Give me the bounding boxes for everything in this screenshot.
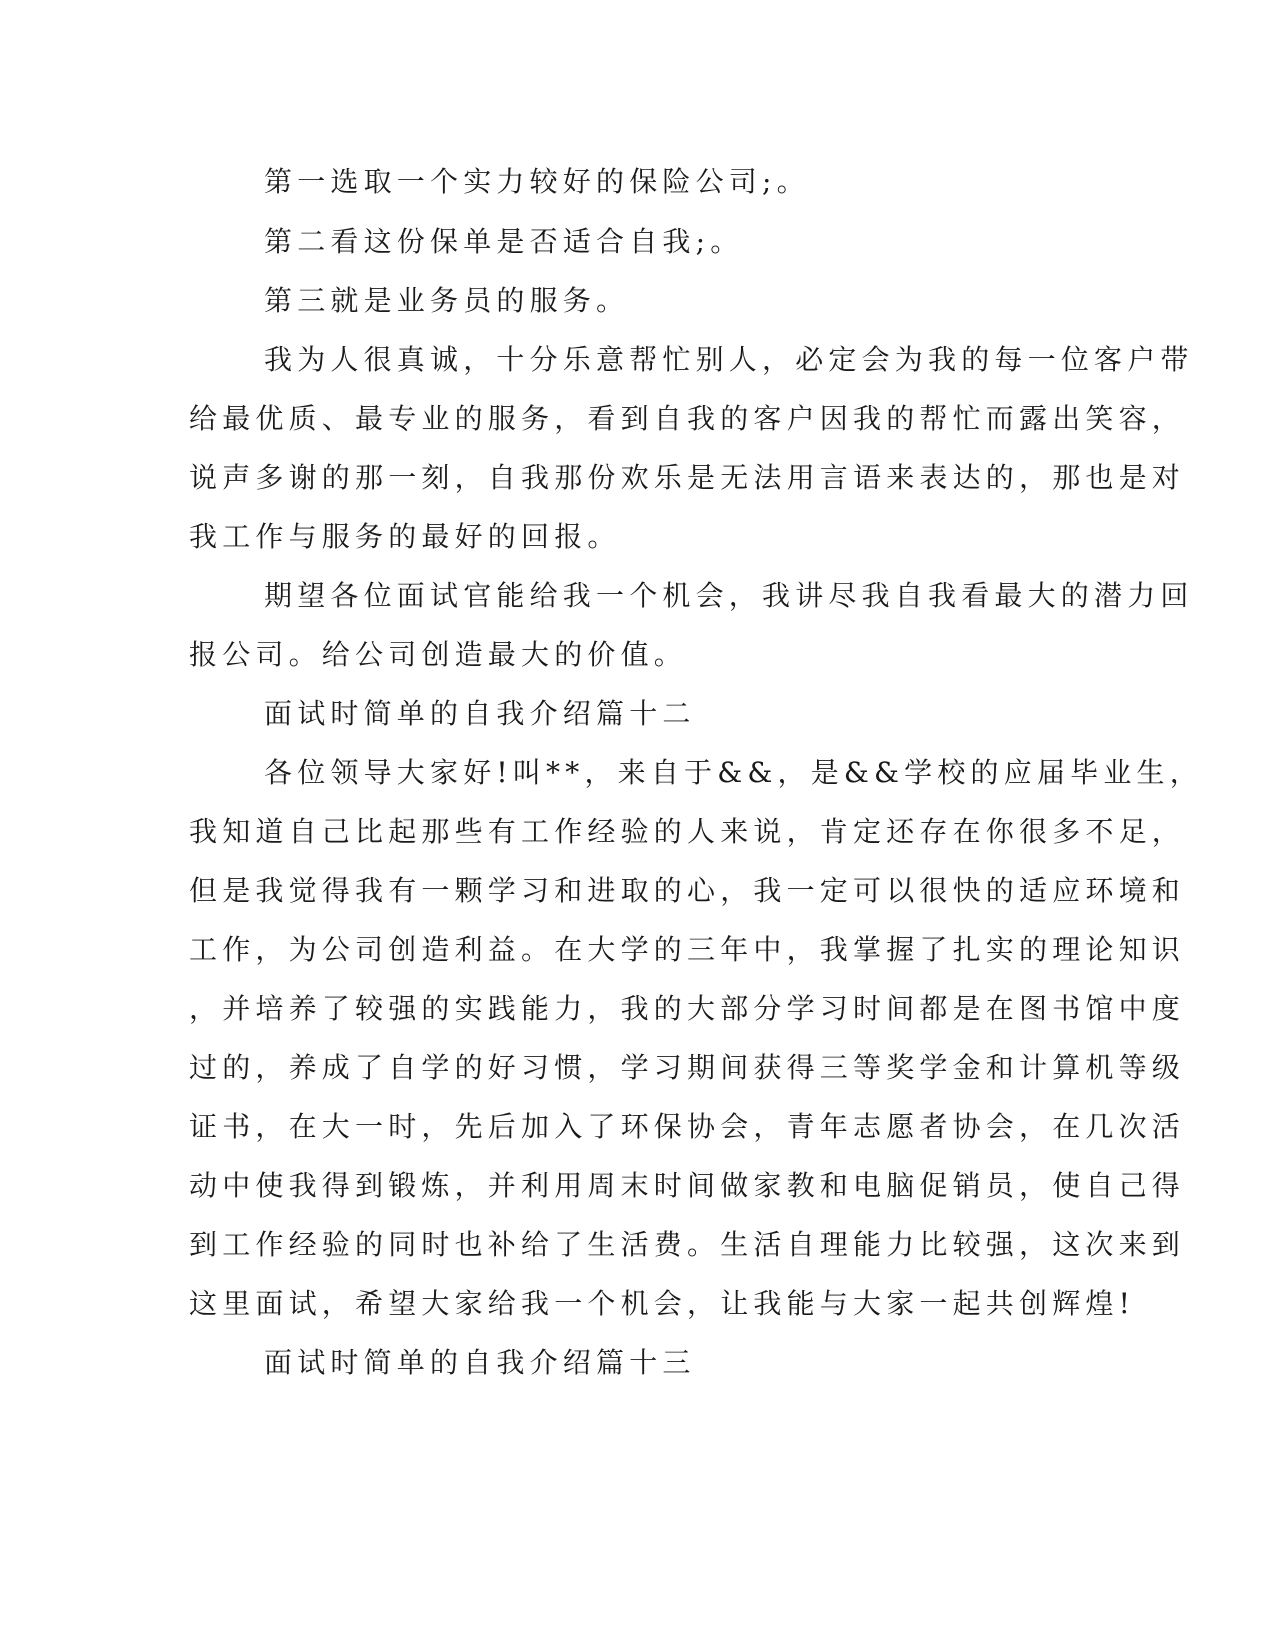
paragraph-line: 动中使我得到锻炼，并利用周末时间做家教和电脑促销员，使自己得 bbox=[189, 1169, 1186, 1202]
paragraph-line: 工作，为公司创造利益。在大学的三年中，我掌握了扎实的理论知识 bbox=[189, 933, 1186, 966]
paragraph-line: 第二看这份保单是否适合自我;。 bbox=[264, 225, 744, 258]
paragraph-line: 期望各位面试官能给我一个机会，我讲尽我自我看最大的潜力回 bbox=[264, 579, 1194, 612]
paragraph-line: 这里面试，希望大家给我一个机会，让我能与大家一起共创辉煌! bbox=[189, 1287, 1136, 1320]
section-heading: 面试时简单的自我介绍篇十三 bbox=[264, 1346, 696, 1379]
paragraph-line: 到工作经验的同时也补给了生活费。生活自理能力比较强，这次来到 bbox=[189, 1228, 1186, 1261]
paragraph-line: 第三就是业务员的服务。 bbox=[264, 284, 630, 317]
paragraph-line: 我工作与服务的最好的回报。 bbox=[189, 520, 621, 553]
paragraph-line: 给最优质、最专业的服务，看到自我的客户因我的帮忙而露出笑容， bbox=[189, 402, 1186, 435]
paragraph-line: 第一选取一个实力较好的保险公司;。 bbox=[264, 165, 810, 198]
paragraph-line: 报公司。给公司创造最大的价值。 bbox=[189, 638, 688, 671]
section-heading: 面试时简单的自我介绍篇十二 bbox=[264, 697, 696, 730]
paragraph-line: 说声多谢的那一刻，自我那份欢乐是无法用言语来表达的，那也是对 bbox=[189, 461, 1186, 494]
paragraph-line: ，并培养了较强的实践能力，我的大部分学习时间都是在图书馆中度 bbox=[189, 992, 1186, 1025]
paragraph-line: 各位领导大家好!叫**，来自于&&，是&&学校的应届毕业生， bbox=[264, 756, 1203, 789]
paragraph-line: 但是我觉得我有一颗学习和进取的心，我一定可以很快的适应环境和 bbox=[189, 874, 1186, 907]
paragraph-line: 我为人很真诚，十分乐意帮忙别人，必定会为我的每一位客户带 bbox=[264, 343, 1194, 376]
paragraph-line: 过的，养成了自学的好习惯，学习期间获得三等奖学金和计算机等级 bbox=[189, 1051, 1186, 1084]
paragraph-line: 我知道自己比起那些有工作经验的人来说，肯定还存在你很多不足， bbox=[189, 815, 1186, 848]
paragraph-line: 证书，在大一时，先后加入了环保协会，青年志愿者协会，在几次活 bbox=[189, 1110, 1186, 1143]
